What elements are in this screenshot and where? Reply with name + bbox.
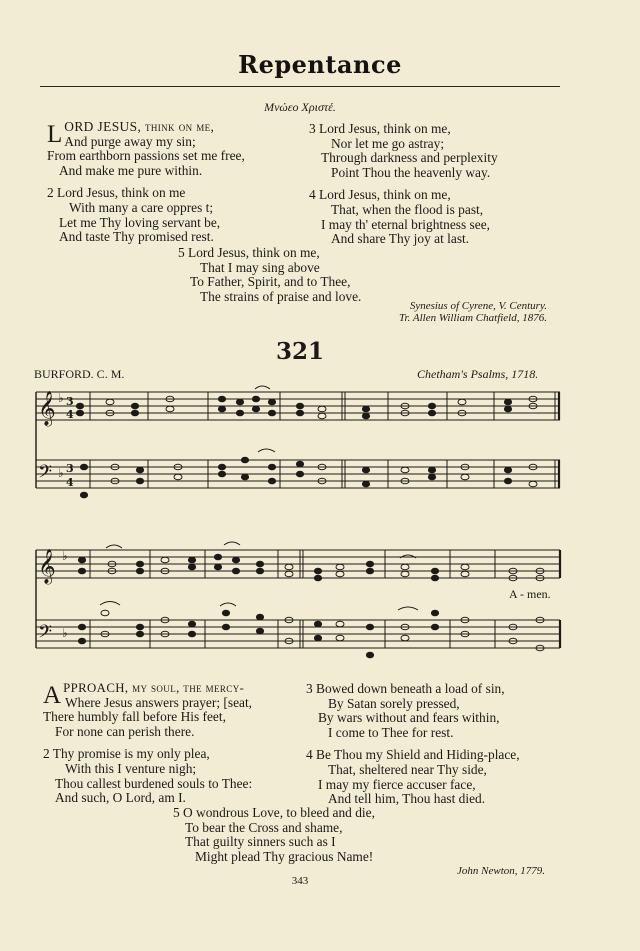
verse-line: I may my fierce accuser face, xyxy=(318,776,476,792)
hymn2-left-column xyxy=(43,681,299,813)
verse-line: Nor let me go astray; xyxy=(331,135,445,151)
verse-line: By wars without and fears within, xyxy=(318,710,500,726)
page-number: 343 xyxy=(291,875,309,887)
hymn1-drop-cap: L xyxy=(47,121,63,148)
verse-line: 3 Lord Jesus, think on me, xyxy=(309,121,451,136)
verse-line: Thou callest burdened souls to Thee: xyxy=(55,775,253,791)
hymn2-right-column xyxy=(306,682,566,814)
verse-line: That, when the flood is past, xyxy=(331,201,484,217)
verse-line: PPROACH, my soul, the mercy- xyxy=(63,681,245,695)
notes-system-2 xyxy=(78,542,544,658)
verse-line: There humbly fall before His feet, xyxy=(43,709,226,725)
time-sig-bottom-1: 4 xyxy=(66,408,74,421)
verse-line: 5 O wondrous Love, to bleed and die, xyxy=(173,805,375,820)
bass-clef-1: 𝄢 xyxy=(38,462,53,487)
verse-line: Let me Thy loving servant be, xyxy=(59,214,221,230)
treble-clef-1: 𝄞 xyxy=(38,391,56,426)
key-flat-2b: ♭ xyxy=(62,626,68,640)
verse-line: By Satan sorely pressed, xyxy=(328,695,460,711)
verse-line: To bear the Cross and shame, xyxy=(185,819,343,835)
verse-line: Where Jesus answers prayer; [seat, xyxy=(65,694,253,710)
amen-label: A - men. xyxy=(509,587,551,601)
verse-line: And purge away my sin; xyxy=(64,133,196,149)
verse-line: That guilty sinners such as I xyxy=(185,834,336,850)
verse-line: And such, O Lord, am I. xyxy=(55,790,186,806)
hymn-number: 321 xyxy=(275,338,324,365)
hymn2-verse-2 xyxy=(43,747,299,805)
verse-line: 3 Bowed down beneath a load of sin, xyxy=(306,681,505,696)
time-sig-top-1b: 3 xyxy=(66,462,74,475)
bass-clef-2: 𝄢 xyxy=(38,622,53,647)
hymn1-translator: Tr. Allen William Chatfield, 1876. xyxy=(398,312,547,324)
verse-line: And share Thy joy at last. xyxy=(331,231,470,247)
hymn1-author: Synesius of Cyrene, V. Century. xyxy=(409,300,547,312)
time-sig-top-1: 3 xyxy=(66,395,74,408)
hymn2-verse-5 xyxy=(173,806,453,864)
barlines-2 xyxy=(90,550,560,648)
verse-line: With this I venture nigh; xyxy=(65,760,197,776)
verse-line: With many a care oppres t; xyxy=(69,199,214,215)
staff-bass-2 xyxy=(36,620,560,648)
verse-line: 4 Lord Jesus, think on me, xyxy=(309,187,451,203)
verse-line: And make me pure within. xyxy=(59,162,203,178)
verse-line: The strains of praise and love. xyxy=(200,288,362,304)
verse-line: And taste Thy promised rest. xyxy=(59,229,214,245)
verse-line: Through darkness and perplexity xyxy=(321,150,498,166)
time-sig-bottom-1b: 4 xyxy=(66,476,74,489)
verse-line: 5 Lord Jesus, think on me, xyxy=(178,245,320,260)
key-flat-1: ♭ xyxy=(58,391,64,405)
verse-line: I may th' eternal brightness see, xyxy=(321,216,490,232)
verse-line: Might plead Thy gracious Name! xyxy=(195,848,374,864)
verse-line: 2 Lord Jesus, think on me xyxy=(47,185,186,201)
treble-clef-2: 𝄞 xyxy=(38,549,56,584)
verse-line: Point Thou the heavenly way. xyxy=(331,164,491,180)
hymn2-verse-3 xyxy=(306,682,566,740)
page-title: Repentance xyxy=(238,50,402,79)
verse-line: For none can perish there. xyxy=(55,723,195,739)
verse-line: To Father, Spirit, and to Thee, xyxy=(190,274,351,290)
tune-source: Chetham's Psalms, 1718. xyxy=(417,367,539,381)
hymn2-verse-4 xyxy=(306,748,566,806)
key-flat-2: ♭ xyxy=(62,549,68,563)
hymn2-verse-1 xyxy=(43,681,299,739)
tune-name: BURFORD. C. M. xyxy=(34,367,125,381)
verse-line: And tell him, Thou hast died. xyxy=(328,791,486,807)
verse-line: ORD JESUS, think on me, xyxy=(64,119,215,134)
verse-line: 4 Be Thou my Shield and Hiding-place, xyxy=(306,747,520,763)
verse-line: That, sheltered near Thy side, xyxy=(328,761,487,777)
hymn2-author: John Newton, 1779. xyxy=(457,865,545,877)
hymn1-superscription: Μνώεο Χριστέ. xyxy=(264,100,336,114)
verse-line: That I may sing above xyxy=(200,259,320,275)
verse-line: I come to Thee for rest. xyxy=(328,724,454,740)
hymn2-drop-cap: A xyxy=(43,682,62,709)
verse-line: From earthborn passions set me free, xyxy=(47,148,245,164)
key-flat-1b: ♭ xyxy=(58,466,64,480)
verse-line: 2 Thy promise is my only plea, xyxy=(43,746,210,762)
